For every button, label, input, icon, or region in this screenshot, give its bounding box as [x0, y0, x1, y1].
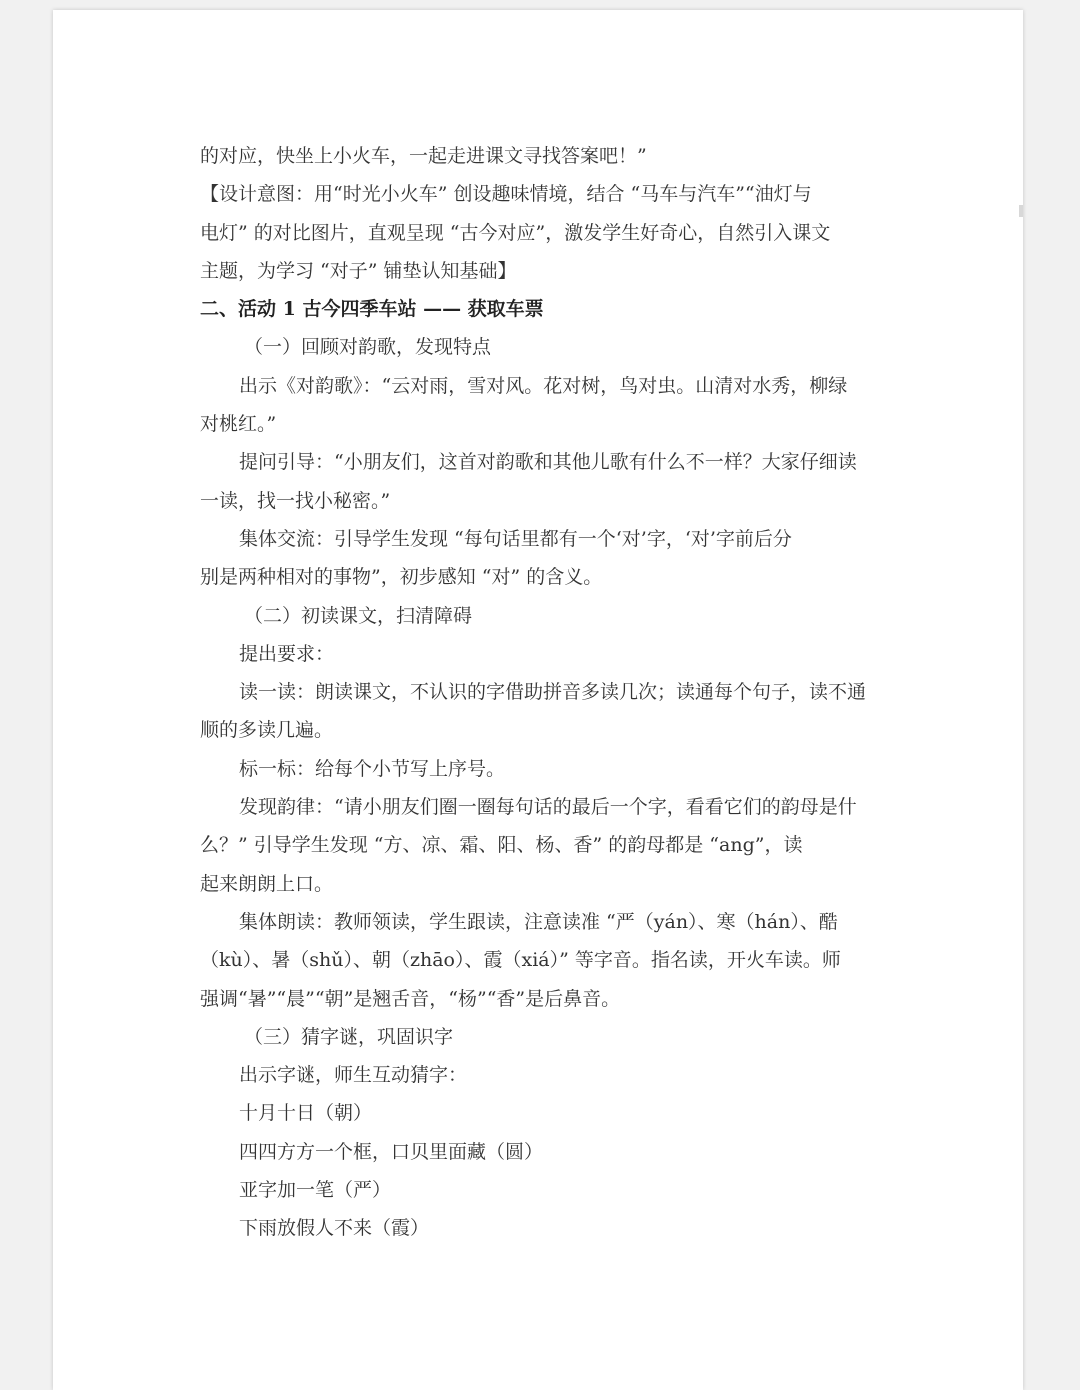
riddle-item: 下雨放假人不来（霞） [239, 1217, 430, 1240]
text-line: 起来朗朗上口。 [200, 872, 334, 895]
text-line: 读一读：朗读课文，不认识的字借助拼音多读几次；读通每个句子，读不通 [239, 681, 867, 704]
riddle-item: 四四方方一个框，口贝里面藏（圆） [239, 1140, 544, 1163]
text-line: 对桃红。” [200, 413, 277, 436]
page-edge-mark [1019, 205, 1023, 217]
text-line: 强调“暑”“晨”“朝”是翘舌音，“杨”“香”是后鼻音。 [200, 987, 621, 1010]
text-line: 顺的多读几遍。 [200, 719, 334, 742]
subsection-heading: （一）回顾对韵歌，发现特点 [244, 336, 492, 359]
text-line: 发现韵律：“请小朋友们圈一圈每句话的最后一个字，看看它们的韵母是什 [239, 796, 857, 819]
text-line: 出示字谜，师生互动猜字： [239, 1064, 468, 1087]
text-line: 提问引导：“小朋友们，这首对韵歌和其他儿歌有什么不一样？大家仔细读 [239, 451, 857, 474]
text-line: （kù）、暑（shǔ）、朝（zhāo）、霞（xiá）” 等字音。指名读，开火车读。师 [200, 949, 841, 972]
text-line: 提出要求： [239, 642, 335, 665]
text-line: 别是两种相对的事物”，初步感知 “对” 的含义。 [200, 566, 603, 589]
text-line: 么？” 引导学生发现 “方、凉、霜、阳、杨、香” 的韵母都是 “ang”，读 [200, 834, 803, 857]
section-heading: 二、活动 1 古今四季车站 —— 获取车票 [200, 298, 544, 321]
text-line: 标一标：给每个小节写上序号。 [239, 757, 506, 780]
text-line: 集体朗读：教师领读，学生跟读，注意读准 “严（yán）、寒（hán）、酷 [239, 910, 838, 933]
design-intent-line: 电灯” 的对比图片，直观呈现 “古今对应”，激发学生好奇心，自然引入课文 [200, 221, 831, 244]
riddle-item: 十月十日（朝） [239, 1102, 373, 1125]
riddle-item: 亚字加一笔（严） [239, 1179, 392, 1202]
design-intent-line: 【设计意图：用“时光小火车” 创设趣味情境，结合 “马车与汽车”“油灯与 [200, 183, 812, 206]
document-page [53, 10, 1023, 1390]
subsection-heading: （二）初读课文，扫清障碍 [244, 604, 473, 627]
text-line: 出示《对韵歌》：“云对雨，雪对风。花对树，鸟对虫。山清对水秀，柳绿 [239, 374, 848, 397]
subsection-heading: （三）猜字谜，巩固识字 [244, 1025, 454, 1048]
text-line: 的对应，快坐上小火车，一起走进课文寻找答案吧！” [200, 145, 647, 167]
text-line: 集体交流：引导学生发现 “每句话里都有一个‘对’字，‘对’字前后分 [239, 527, 792, 550]
document-content [200, 137, 880, 1248]
design-intent-line: 主题，为学习 “对子” 铺垫认知基础】 [200, 259, 517, 282]
text-line: 一读，找一找小秘密。” [200, 489, 391, 512]
